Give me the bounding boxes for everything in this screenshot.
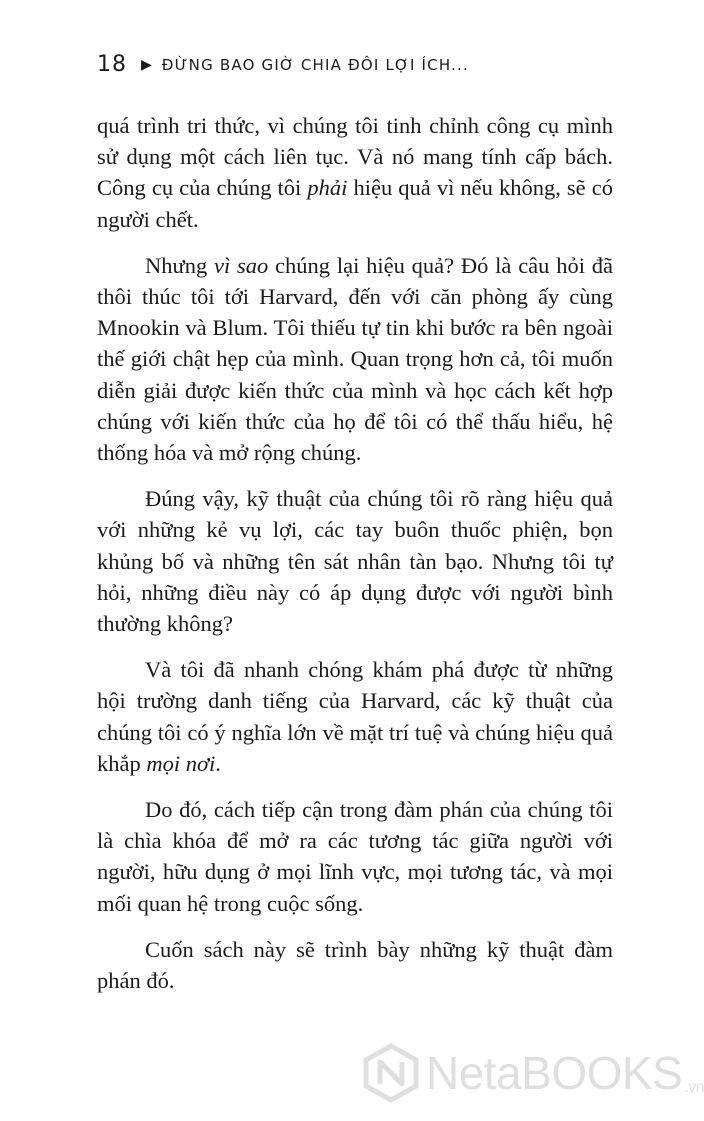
running-title: ĐỪNG BAO GIỜ CHIA ĐÔI LỢI ÍCH...: [161, 55, 469, 74]
netabooks-logo-icon: [362, 1044, 420, 1102]
paragraph-text: Đúng vậy, kỹ thuật của chúng tôi rõ ràng hiệu quả với những kẻ vụ lợi, các tay buôn thuốc phiện, bọn khủng bố và những tên sát nhân tàn bạo. Nhưng tôi tự hỏi, những điều này có áp dụng được với người bình thường không?: [97, 486, 613, 637]
paragraph-text: hiệu quả vì nếu không, sẽ có người chết.: [97, 175, 613, 232]
emphasis-text: mọi nơi: [146, 750, 216, 776]
paragraph: [97, 794, 613, 919]
paragraph-text: Cuốn sách này sẽ trình bày những kỹ thuật đàm phán đó.: [97, 936, 613, 994]
paragraph-text: .: [215, 750, 221, 776]
page-number: 18: [97, 52, 127, 77]
paragraph-text: quá trình tri thức, vì chúng tôi tinh chỉnh công cụ mình sử dụng một cách liên tục. Và nó mang tính cấp bách. Công cụ của chúng tôi: [97, 113, 613, 201]
emphasis-text: vì sao: [213, 252, 269, 278]
paragraph: [97, 654, 613, 779]
arrow-icon: ▶: [141, 56, 152, 73]
emphasis-text: phải: [307, 175, 348, 201]
watermark-suffix: .vn: [684, 1079, 704, 1096]
watermark-brand: NetaBOOKS: [426, 1047, 683, 1099]
paragraph: [97, 110, 613, 235]
paragraph-text: Nhưng: [145, 252, 214, 278]
body-text: [97, 110, 613, 1011]
paragraph: [97, 483, 613, 639]
paragraph-text: chúng lại hiệu quả? Đó là câu hỏi đã thôi thúc tôi tới Harvard, đến với căn phòng ấy cùng Mnookin và Blum. Tôi thiếu tự tin khi bước ra bên ngoài thế giới chật hẹp của mình. Quan trọng hơn cả, tôi muốn diễn giải được kiến thức của mình và học cách kết hợp chúng với kiến thức của họ để tôi có thể thấu hiểu, hệ thống hóa và mở rộng chúng.: [97, 252, 613, 466]
watermark: [362, 1044, 704, 1102]
paragraph: [97, 250, 613, 468]
running-header: [97, 52, 469, 77]
paragraph-text: Và tôi đã nhanh chóng khám phá được từ những hội trường danh tiếng của Harvard, các kỹ thuật của chúng tôi có ý nghĩa lớn về mặt trí tuệ và chúng hiệu quả khắp: [97, 657, 613, 776]
paragraph: [97, 934, 613, 996]
paragraph-text: Do đó, cách tiếp cận trong đàm phán của chúng tôi là chìa khóa để mở ra các tương tác giữa người với người, hữu dụng ở mọi lĩnh vực, mọi tương tác, và mọi mối quan hệ trong cuộc sống.: [97, 797, 613, 916]
